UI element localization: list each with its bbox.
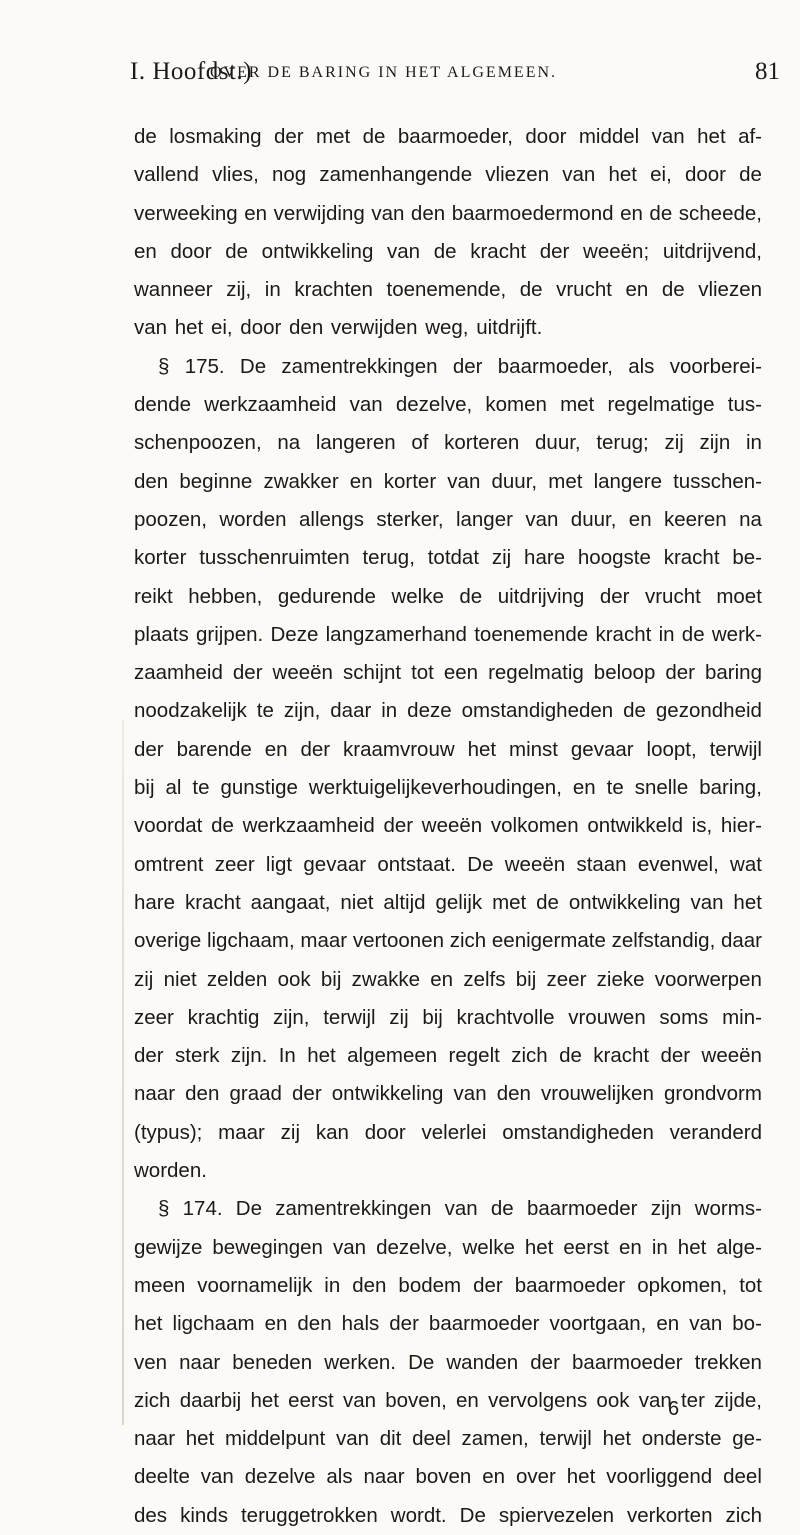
text-line: van het ei, door den verwijden weg, uitdrijft. [134, 316, 543, 340]
text-line: het ligchaam en den hals der baarmoeder voortgaan, en van bo- [134, 1312, 762, 1336]
text-line: noodzakelijk te zijn, daar in deze omstandigheden de gezondheid [134, 699, 762, 723]
text-line: voordat de werkzaamheid der weeën volkomen ontwikkeld is, hier- [134, 814, 762, 838]
text-line: naar het middelpunt van dit deel zamen, terwijl het onderste ge- [134, 1427, 762, 1451]
text-line: en door de ontwikkeling van de kracht der weeën; uitdrijvend, [134, 239, 762, 263]
signature-mark: 6 [668, 1398, 680, 1420]
chapter-marker: I. Hoofdst.) [130, 58, 252, 85]
body-text [134, 118, 762, 1535]
running-title: OVER DE BARING IN HET ALGEMEEN. [210, 64, 558, 81]
text-line: (typus); maar zij kan door velerlei omstandigheden veranderd [134, 1120, 762, 1144]
text-line: den beginne zwakker en korter van duur, met langere tusschen- [134, 469, 762, 493]
text-line: dende werkzaamheid van dezelve, komen met regelmatige tus- [134, 393, 762, 417]
text-line: korter tusschenruimten terug, totdat zij hare hoogste kracht be- [134, 546, 762, 570]
text-line: der barende en der kraamvrouw het minst gevaar loopt, terwijl [134, 737, 762, 761]
text-line: ven naar beneden werken. De wanden der baarmoeder trekken [134, 1350, 762, 1374]
text-line: zaamheid der weeën schijnt tot een regelmatig beloop der baring [134, 661, 762, 685]
text-line: poozen, worden allengs sterker, langer van duur, en keeren na [134, 507, 762, 531]
page-number: 81 [755, 58, 780, 85]
text-line: zeer krachtig zijn, terwijl zij bij krachtvolle vrouwen soms min- [134, 1005, 762, 1029]
text-line: verweeking en verwijding van den baarmoedermond en de scheede, [134, 201, 762, 225]
text-line: deelte van dezelve als naar boven en over het voorliggend deel [134, 1465, 762, 1489]
text-line: omtrent zeer ligt gevaar ontstaat. De weeën staan evenwel, wat [134, 852, 762, 876]
gutter-shadow [122, 720, 124, 1425]
text-line: zij niet zelden ook bij zwakke en zelfs bij zeer zieke voorwerpen [134, 967, 762, 991]
text-line: worden. [134, 1159, 207, 1183]
text-line: reikt hebben, gedurende welke de uitdrijving der vrucht moet [134, 584, 762, 608]
text-line: gewijze bewegingen van dezelve, welke het eerst en in het alge- [134, 1235, 762, 1259]
text-line: des kinds teruggetrokken wordt. De spiervezelen verkorten zich [134, 1503, 762, 1527]
text-line: schenpoozen, na langeren of korteren duur, terug; zij zijn in [134, 431, 762, 455]
text-line: overige ligchaam, maar vertoonen zich eenigermate zelfstandig, daar [134, 929, 762, 953]
text-line: § 175. De zamentrekkingen der baarmoeder, als voorberei- [158, 354, 762, 378]
text-line: naar den graad der ontwikkeling van den vrouwelijken grondvorm [134, 1082, 762, 1106]
text-line: plaats grijpen. Deze langzamerhand toenemende kracht in de werk- [134, 622, 762, 646]
text-line: de losmaking der met de baarmoeder, door middel van het af- [134, 125, 762, 148]
text-line: zich daarbij het eerst van boven, en vervolgens ook van ter zijde, [134, 1388, 762, 1412]
text-line: bij al te gunstige werktuigelijkeverhoudingen, en te snelle baring, [134, 776, 762, 800]
running-head [130, 58, 780, 98]
text-line: wanneer zij, in krachten toenemende, de vrucht en de vliezen [134, 278, 762, 302]
text-line: hare kracht aangaat, niet altijd gelijk met de ontwikkeling van het [134, 890, 762, 914]
text-line: meen voornamelijk in den bodem der baarmoeder opkomen, tot [134, 1273, 762, 1297]
text-line: vallend vlies, nog zamenhangende vliezen van het ei, door de [134, 163, 762, 187]
text-line: der sterk zijn. In het algemeen regelt zich de kracht der weeën [134, 1044, 762, 1068]
text-line: § 174. De zamentrekkingen van de baarmoeder zijn worms- [158, 1197, 762, 1221]
